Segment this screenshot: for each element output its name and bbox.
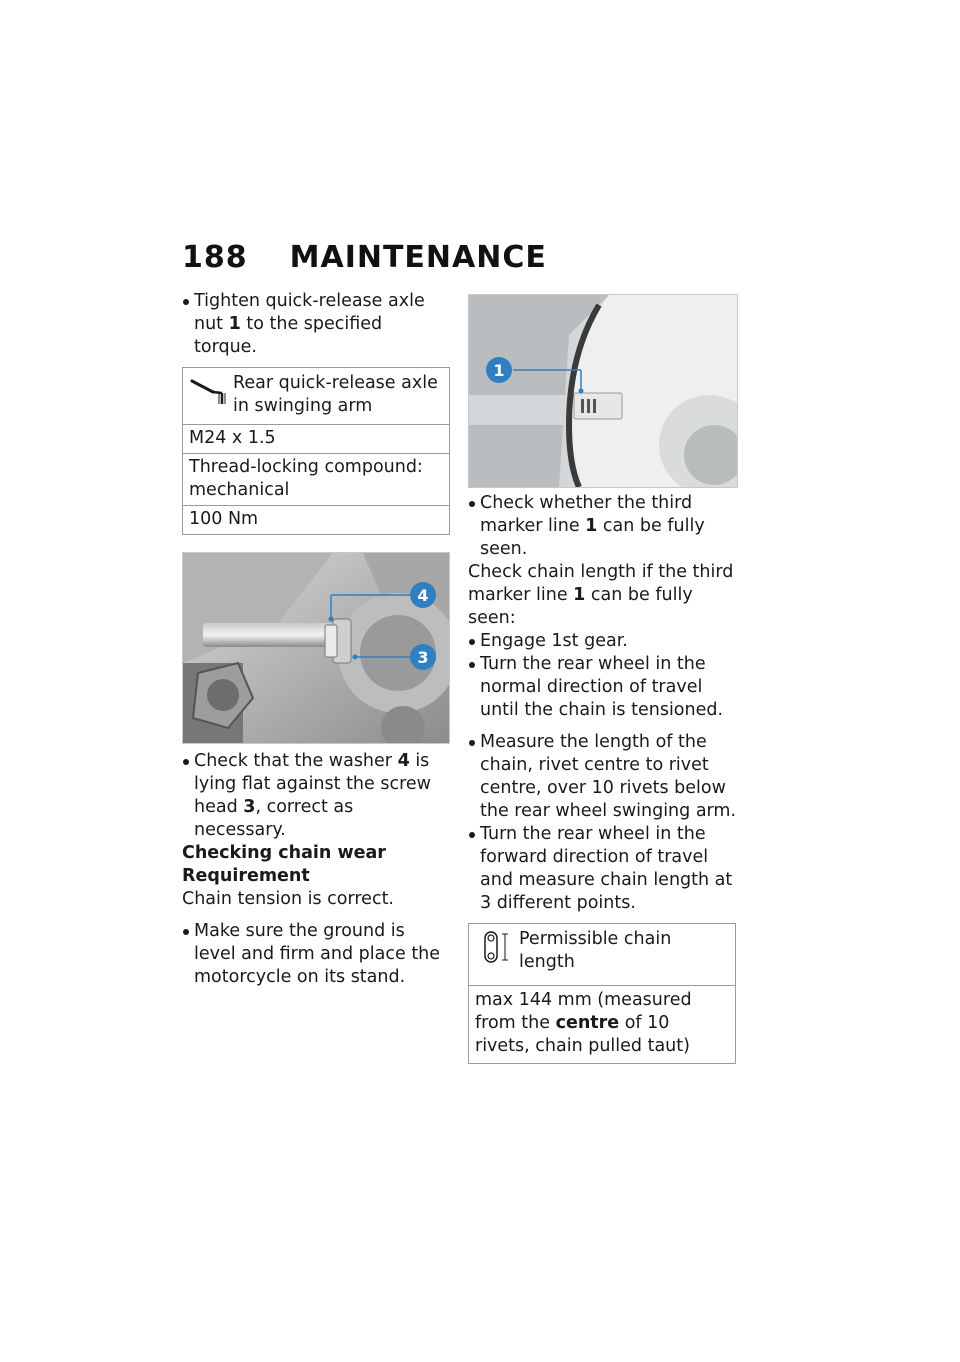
page-number: 188: [182, 240, 248, 275]
subheading-chain-wear: Checking chain wear: [182, 843, 386, 863]
section-title: MAINTENANCE: [289, 240, 547, 275]
step-ground-stand: Make sure the ground is level and firm and place the motorcycle on its stand.: [182, 920, 450, 989]
chain-spec-title: Permissible chain length: [519, 929, 672, 972]
step-turn-forward: Turn the rear wheel in the forward direction of travel and measure chain length at 3 different points.: [468, 823, 738, 915]
callout-1-label: 1: [493, 361, 505, 380]
chain-spec-value: max 144 mm (measured from the centre of 10 rivets, chain pulled taut): [475, 990, 692, 1056]
torque-spec-table: [182, 367, 450, 535]
step-check-marker: Check whether the third marker line 1 can be fully seen.: [468, 492, 738, 561]
step-check-washer: Check that the washer 4 is lying flat against the screw head 3, correct as necessary.: [182, 750, 450, 842]
callout-3-label: 3: [417, 648, 429, 667]
callout-4-label: 4: [417, 586, 429, 605]
torque-wrench-icon: [189, 372, 233, 418]
chain-length-spec-table: [468, 923, 736, 1064]
requirement-label: Requirement: [182, 866, 310, 886]
step-measure-chain: Measure the length of the chain, rivet centre to rivet centre, over 10 rivets below the rear wheel swinging arm.: [468, 731, 738, 823]
step-turn-wheel: Turn the rear wheel in the normal direction of travel until the chain is tensioned.: [468, 653, 738, 722]
spec-row-torque: 100 Nm: [189, 509, 259, 529]
spec-row-thread: M24 x 1.5: [183, 425, 449, 454]
step-engage-gear: Engage 1st gear.: [468, 630, 738, 653]
chain-marker-photo: [468, 294, 738, 488]
step-tighten-axle-nut: Tighten quick-release axle nut 1 to the specified torque.: [182, 290, 450, 359]
washer-screw-photo: [182, 552, 450, 744]
page-header: [182, 240, 547, 275]
chain-length-intro: Check chain length if the third marker line 1 can be fully seen:: [468, 562, 734, 628]
left-column: [182, 290, 450, 989]
torque-spec-title: Rear quick-release axle in swinging arm: [233, 373, 438, 416]
right-column: [468, 294, 738, 1064]
spec-row-compound: Thread-locking compound: mechanical: [183, 454, 449, 506]
chain-length-icon: [475, 928, 519, 975]
requirement-text: Chain tension is correct.: [182, 889, 394, 909]
